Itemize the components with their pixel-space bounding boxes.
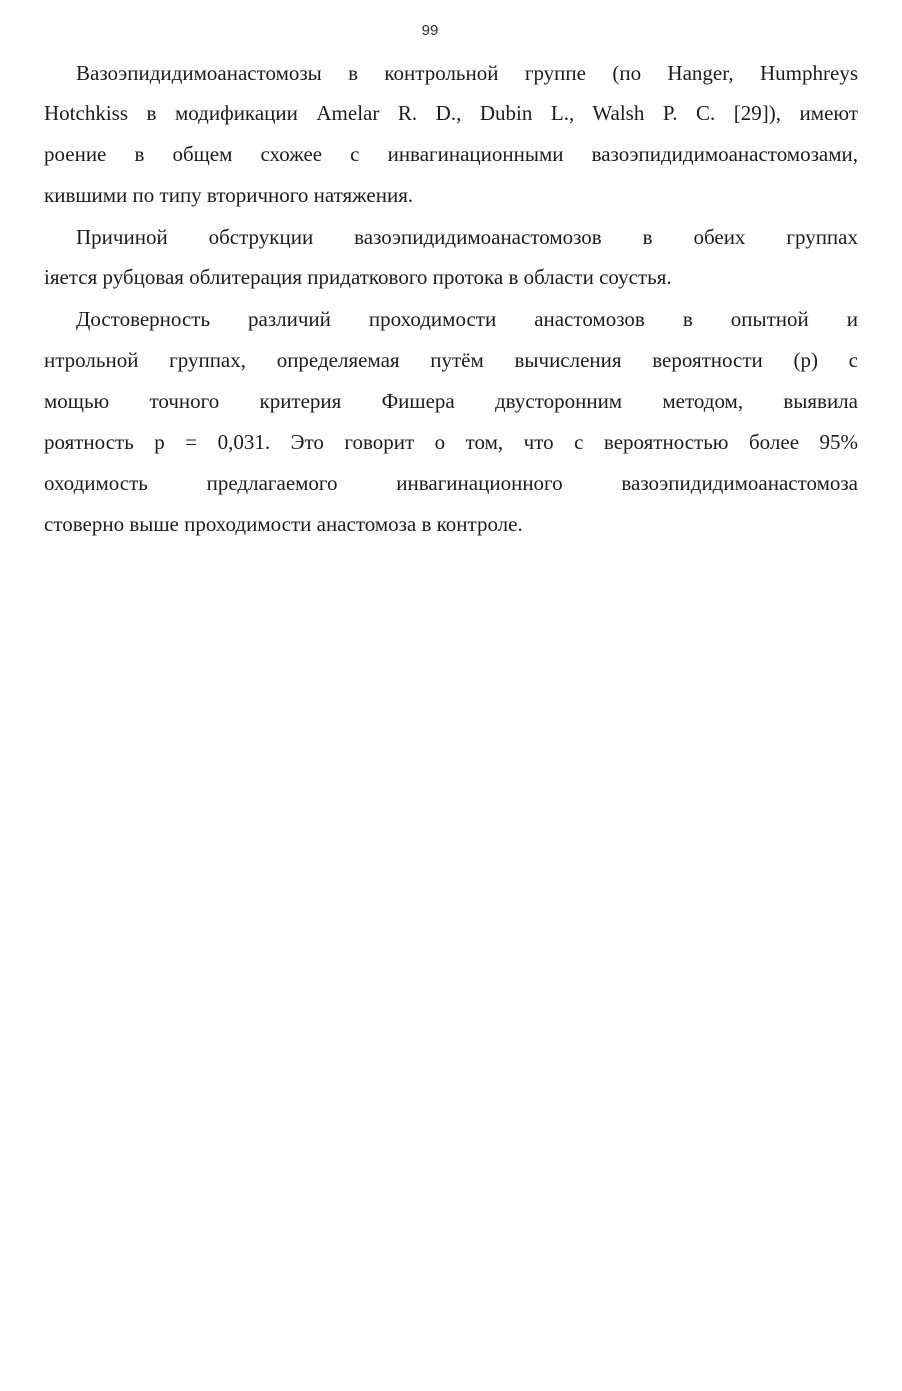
paragraph-3-line-2: нтрольной группах, определяемая путём вычисления вероятности (p) с (44, 348, 858, 372)
paragraph-3-line-5: оходимость предлагаемого инвагинационного вазоэпидидимоанастомоза (44, 471, 858, 495)
paragraph-1-line-4: кившими по типу вторичного натяжения. (44, 183, 414, 207)
paragraph-2-line-1: Причиной обструкции вазоэпидидимоанастомозов в обеих группах (76, 225, 858, 249)
paragraph-2-line-2: іяется рубцовая облитерация придаткового протока в области соустья. (44, 265, 672, 289)
paragraph-3-line-1: Достоверность различий проходимости анастомозов в опытной и (76, 307, 858, 331)
paragraph-1-line-2: Hotchkiss в модификации Amelar R. D., Dubin L., Walsh P. C. [29]), имеют (44, 101, 858, 125)
paragraph-3-line-4: роятность p = 0,031. Это говорит о том, что с вероятностью более 95% (44, 430, 858, 454)
page-number: 99 (421, 22, 439, 39)
paragraph-1-line-3: роение в общем схожее с инвагинационными вазоэпидидимоанастомозами, (44, 142, 858, 166)
paragraph-1-line-1: Вазоэпидидимоанастомозы в контрольной группе (по Hanger, Humphreys (76, 61, 858, 85)
paragraph-3-line-6: стоверно выше проходимости анастомоза в контроле. (44, 512, 523, 536)
paragraph-3-line-3: мощью точного критерия Фишера двусторонним методом, выявила (44, 389, 858, 413)
